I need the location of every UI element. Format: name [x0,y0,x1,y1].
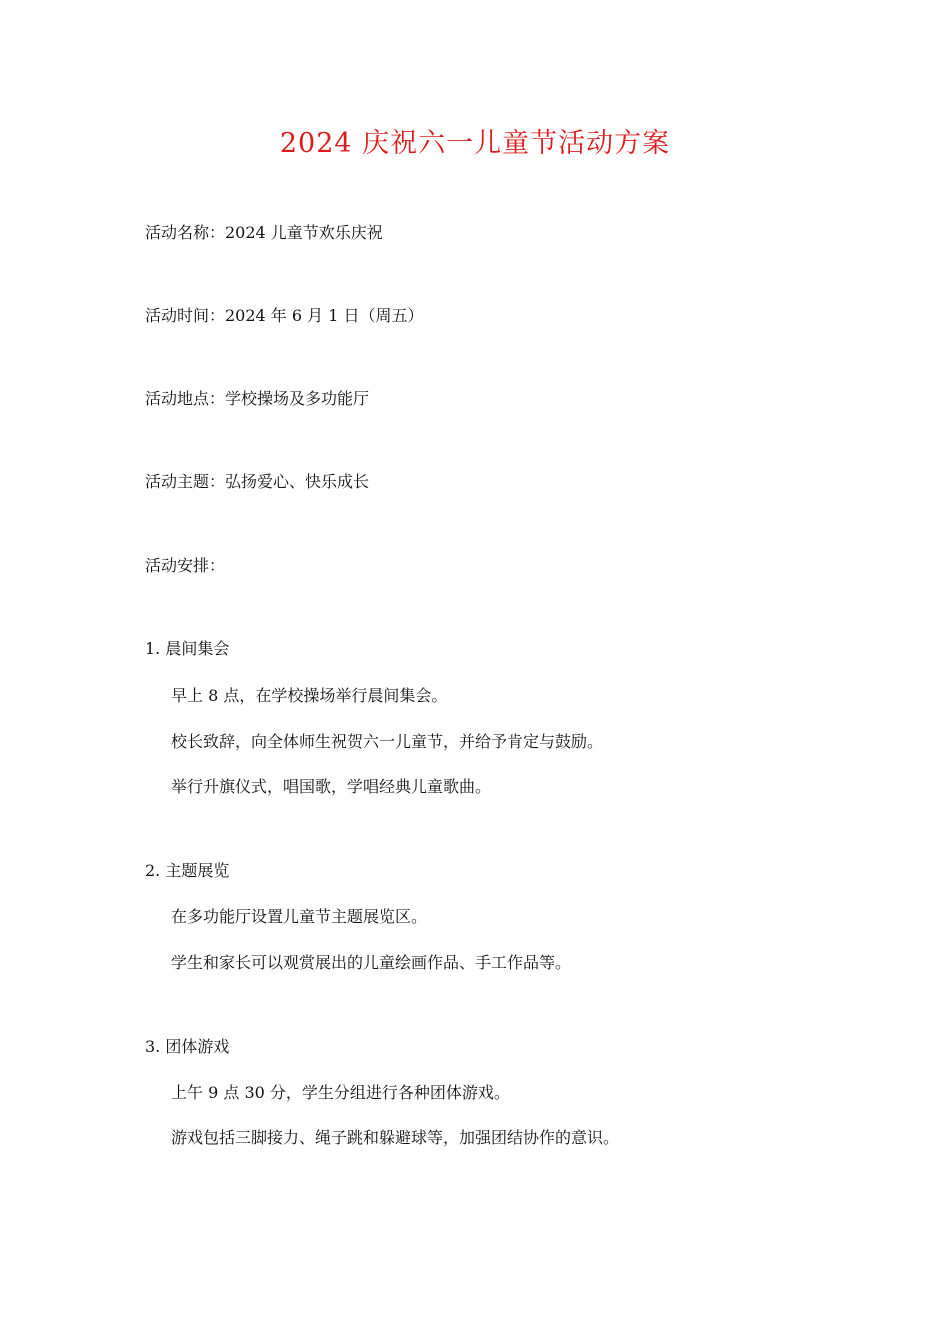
activity-name: 活动名称：2024 儿童节欢乐庆祝 [145,223,383,242]
section-heading-group-games: 3. 团体游戏 [145,1037,230,1056]
list-item: 早上 8 点，在学校操场举行晨间集会。 [171,686,448,705]
list-item: 学生和家长可以观赏展出的儿童绘画作品、手工作品等。 [171,953,572,972]
list-item: 在多功能厅设置儿童节主题展览区。 [171,907,428,926]
list-item: 校长致辞，向全体师生祝贺六一儿童节，并给予肯定与鼓励。 [171,732,604,751]
section-heading-morning-assembly: 1. 晨间集会 [145,639,230,658]
activity-place: 活动地点：学校操场及多功能厅 [145,389,370,408]
activity-time: 活动时间：2024 年 6 月 1 日（周五） [145,306,424,325]
section-heading-theme-exhibition: 2. 主题展览 [145,861,230,880]
list-item: 游戏包括三脚接力、绳子跳和躲避球等，加强团结协作的意识。 [171,1128,620,1147]
list-item: 举行升旗仪式，唱国歌，学唱经典儿童歌曲。 [171,777,492,796]
list-item: 上午 9 点 30 分，学生分组进行各种团体游戏。 [171,1083,510,1102]
activity-theme: 活动主题：弘扬爱心、快乐成长 [145,472,370,491]
document-title: 2024 庆祝六一儿童节活动方案 [279,128,671,159]
schedule-heading: 活动安排： [145,556,226,575]
